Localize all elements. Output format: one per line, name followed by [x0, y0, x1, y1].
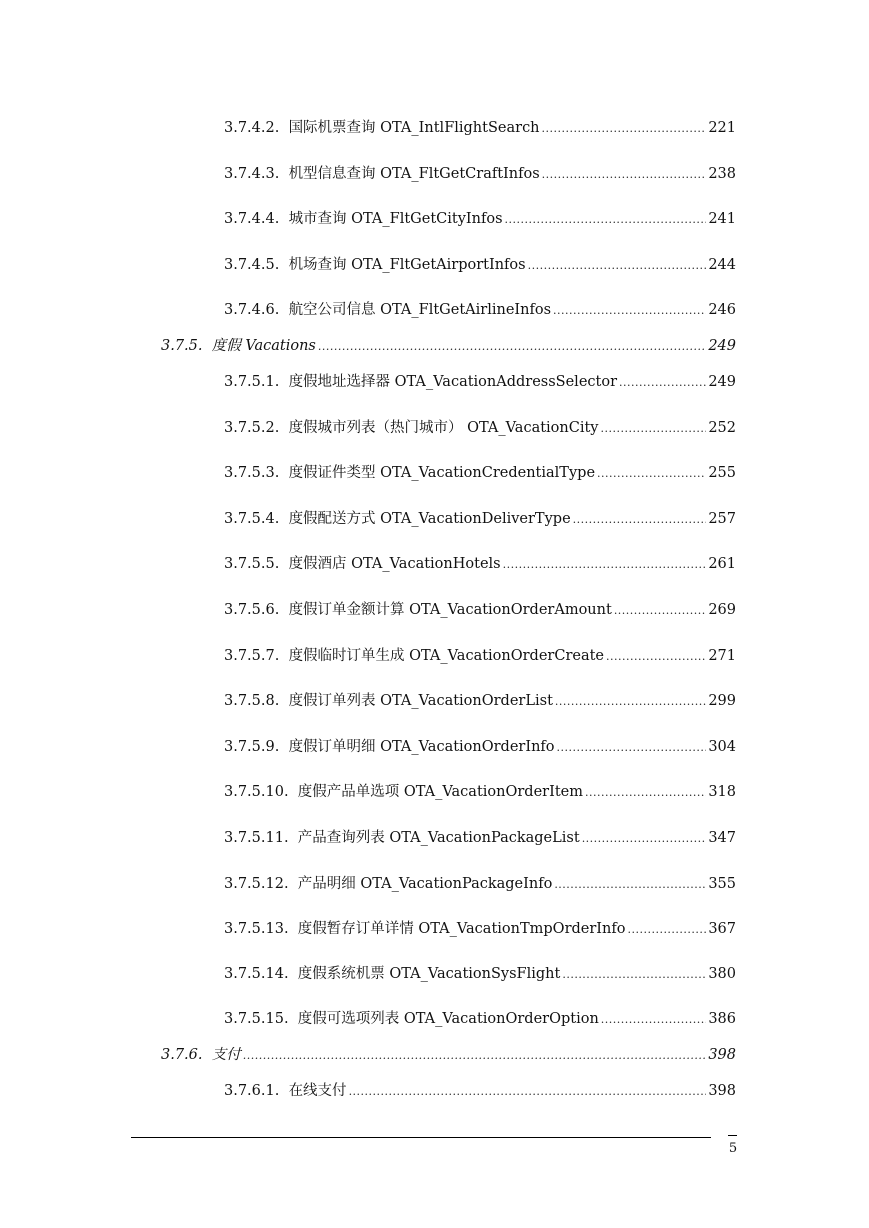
toc-leader-dots	[562, 964, 706, 986]
toc-entry-label: 3.7.5.5. 度假酒店 OTA_VacationHotels	[224, 556, 501, 572]
page-number-overline	[728, 1135, 737, 1136]
toc-entry-3-7-6[interactable]	[161, 1044, 736, 1066]
toc-entry-3-7-4-3[interactable]	[224, 163, 736, 185]
toc-entry-3-7-5-9[interactable]	[224, 736, 736, 758]
toc-leader-dots	[555, 691, 706, 713]
toc-leader-dots	[619, 372, 706, 394]
toc-page-number: 269	[708, 602, 736, 618]
toc-leader-dots	[627, 919, 706, 941]
toc-page-number: 398	[708, 1083, 736, 1099]
footer-divider	[131, 1137, 711, 1138]
toc-entry-label: 3.7.5.2. 度假城市列表（热门城市） OTA_VacationCity	[224, 420, 599, 436]
toc-leader-dots	[505, 209, 707, 231]
toc-entry-3-7-5-4[interactable]	[224, 508, 736, 530]
toc-entry-label: 3.7.5.7. 度假临时订单生成 OTA_VacationOrderCreate	[224, 648, 605, 664]
toc-entry-label: 3.7.5.6. 度假订单金额计算 OTA_VacationOrderAmount	[224, 602, 612, 618]
toc-leader-dots	[597, 463, 706, 485]
toc-entry-3-7-5-1[interactable]	[224, 371, 736, 393]
toc-entry-3-7-5[interactable]	[161, 335, 736, 357]
toc-leader-dots	[349, 1081, 707, 1103]
toc-page-number: 252	[708, 420, 736, 436]
toc-entry-label: 3.7.5.1. 度假地址选择器 OTA_VacationAddressSelector	[224, 374, 618, 390]
toc-page-number: 380	[708, 966, 736, 982]
toc-leader-dots	[503, 554, 707, 576]
toc-page-number: 246	[708, 302, 736, 318]
toc-leader-dots	[606, 646, 706, 668]
toc-leader-dots	[614, 600, 707, 622]
toc-entry-label: 3.7.5.9. 度假订单明细 OTA_VacationOrderInfo	[224, 739, 555, 755]
toc-page-number: 304	[708, 739, 736, 755]
toc-page-number: 257	[708, 511, 736, 527]
toc-entry-label: 3.7.5.13. 度假暂存订单详情 OTA_VacationTmpOrderInfo	[224, 921, 626, 937]
footer-page-number: 5	[728, 1141, 738, 1156]
toc-entry-label: 3.7.4.5. 机场查询 OTA_FltGetAirportInfos	[224, 257, 526, 273]
toc-leader-dots	[582, 828, 707, 850]
toc-entry-3-7-5-8[interactable]	[224, 690, 736, 712]
toc-page-number: 261	[708, 556, 736, 572]
toc-entry-3-7-4-4[interactable]	[224, 208, 736, 230]
toc-entry-label: 3.7.6. 支付	[161, 1047, 241, 1063]
toc-entry-3-7-5-6[interactable]	[224, 599, 736, 621]
toc-entry-3-7-5-15[interactable]	[224, 1008, 736, 1030]
toc-entry-label: 3.7.4.3. 机型信息查询 OTA_FltGetCraftInfos	[224, 166, 540, 182]
toc-page-number: 386	[708, 1011, 736, 1027]
toc-entry-3-7-5-14[interactable]	[224, 963, 736, 985]
toc-leader-dots	[553, 300, 706, 322]
toc-entry-label: 3.7.4.2. 国际机票查询 OTA_IntlFlightSearch	[224, 120, 540, 136]
toc-page-number: 398	[708, 1047, 736, 1063]
toc-entry-label: 3.7.4.4. 城市查询 OTA_FltGetCityInfos	[224, 211, 503, 227]
toc-leader-dots	[542, 164, 707, 186]
toc-entry-3-7-5-3[interactable]	[224, 462, 736, 484]
toc-leader-dots	[585, 782, 706, 804]
toc-entry-3-7-5-5[interactable]	[224, 553, 736, 575]
toc-leader-dots	[573, 509, 707, 531]
toc-entry-label: 3.7.5.12. 产品明细 OTA_VacationPackageInfo	[224, 876, 553, 892]
toc-leader-dots	[554, 874, 706, 896]
toc-entry-3-7-5-2[interactable]	[224, 417, 736, 439]
toc-page-number: 347	[708, 830, 736, 846]
toc-leader-dots	[601, 418, 707, 440]
toc-leader-dots	[528, 255, 707, 277]
toc-entry-3-7-5-11[interactable]	[224, 827, 736, 849]
toc-leader-dots	[601, 1009, 707, 1031]
toc-entry-label: 3.7.5.4. 度假配送方式 OTA_VacationDeliverType	[224, 511, 571, 527]
toc-entry-label: 3.7.5.8. 度假订单列表 OTA_VacationOrderList	[224, 693, 553, 709]
toc-page-number: 244	[708, 257, 736, 273]
toc-entry-3-7-5-12[interactable]	[224, 873, 736, 895]
toc-entry-label: 3.7.5.3. 度假证件类型 OTA_VacationCredentialType	[224, 465, 596, 481]
toc-page-number: 355	[708, 876, 736, 892]
toc-page-number: 318	[708, 784, 736, 800]
toc-page-number: 249	[708, 374, 736, 390]
toc-entry-label: 3.7.5. 度假 Vacations	[161, 338, 316, 354]
toc-entry-label: 3.7.5.14. 度假系统机票 OTA_VacationSysFlight	[224, 966, 561, 982]
toc-entry-3-7-4-6[interactable]	[224, 299, 736, 321]
toc-entry-label: 3.7.5.15. 度假可选项列表 OTA_VacationOrderOption	[224, 1011, 599, 1027]
toc-page-number: 241	[708, 211, 736, 227]
toc-entry-label: 3.7.4.6. 航空公司信息 OTA_FltGetAirlineInfos	[224, 302, 552, 318]
toc-page-number: 299	[708, 693, 736, 709]
toc-leader-dots	[243, 1045, 707, 1067]
toc-entry-3-7-4-2[interactable]	[224, 117, 736, 139]
toc-leader-dots	[557, 737, 707, 759]
toc-leader-dots	[318, 336, 706, 358]
toc-page-number: 238	[708, 166, 736, 182]
toc-entry-3-7-5-10[interactable]	[224, 781, 736, 803]
toc-page-number: 367	[708, 921, 736, 937]
toc-page-number: 249	[708, 338, 736, 354]
toc-entry-3-7-4-5[interactable]	[224, 254, 736, 276]
toc-entry-3-7-6-1[interactable]	[224, 1080, 736, 1102]
toc-entry-label: 3.7.5.10. 度假产品单选项 OTA_VacationOrderItem	[224, 784, 583, 800]
toc-entry-label: 3.7.5.11. 产品查询列表 OTA_VacationPackageList	[224, 830, 580, 846]
toc-leader-dots	[542, 118, 707, 140]
toc-page-number: 271	[708, 648, 736, 664]
toc-page-number: 221	[708, 120, 736, 136]
toc-entry-label: 3.7.6.1. 在线支付	[224, 1083, 347, 1099]
toc-entry-3-7-5-7[interactable]	[224, 645, 736, 667]
toc-entry-3-7-5-13[interactable]	[224, 918, 736, 940]
toc-page-number: 255	[708, 465, 736, 481]
